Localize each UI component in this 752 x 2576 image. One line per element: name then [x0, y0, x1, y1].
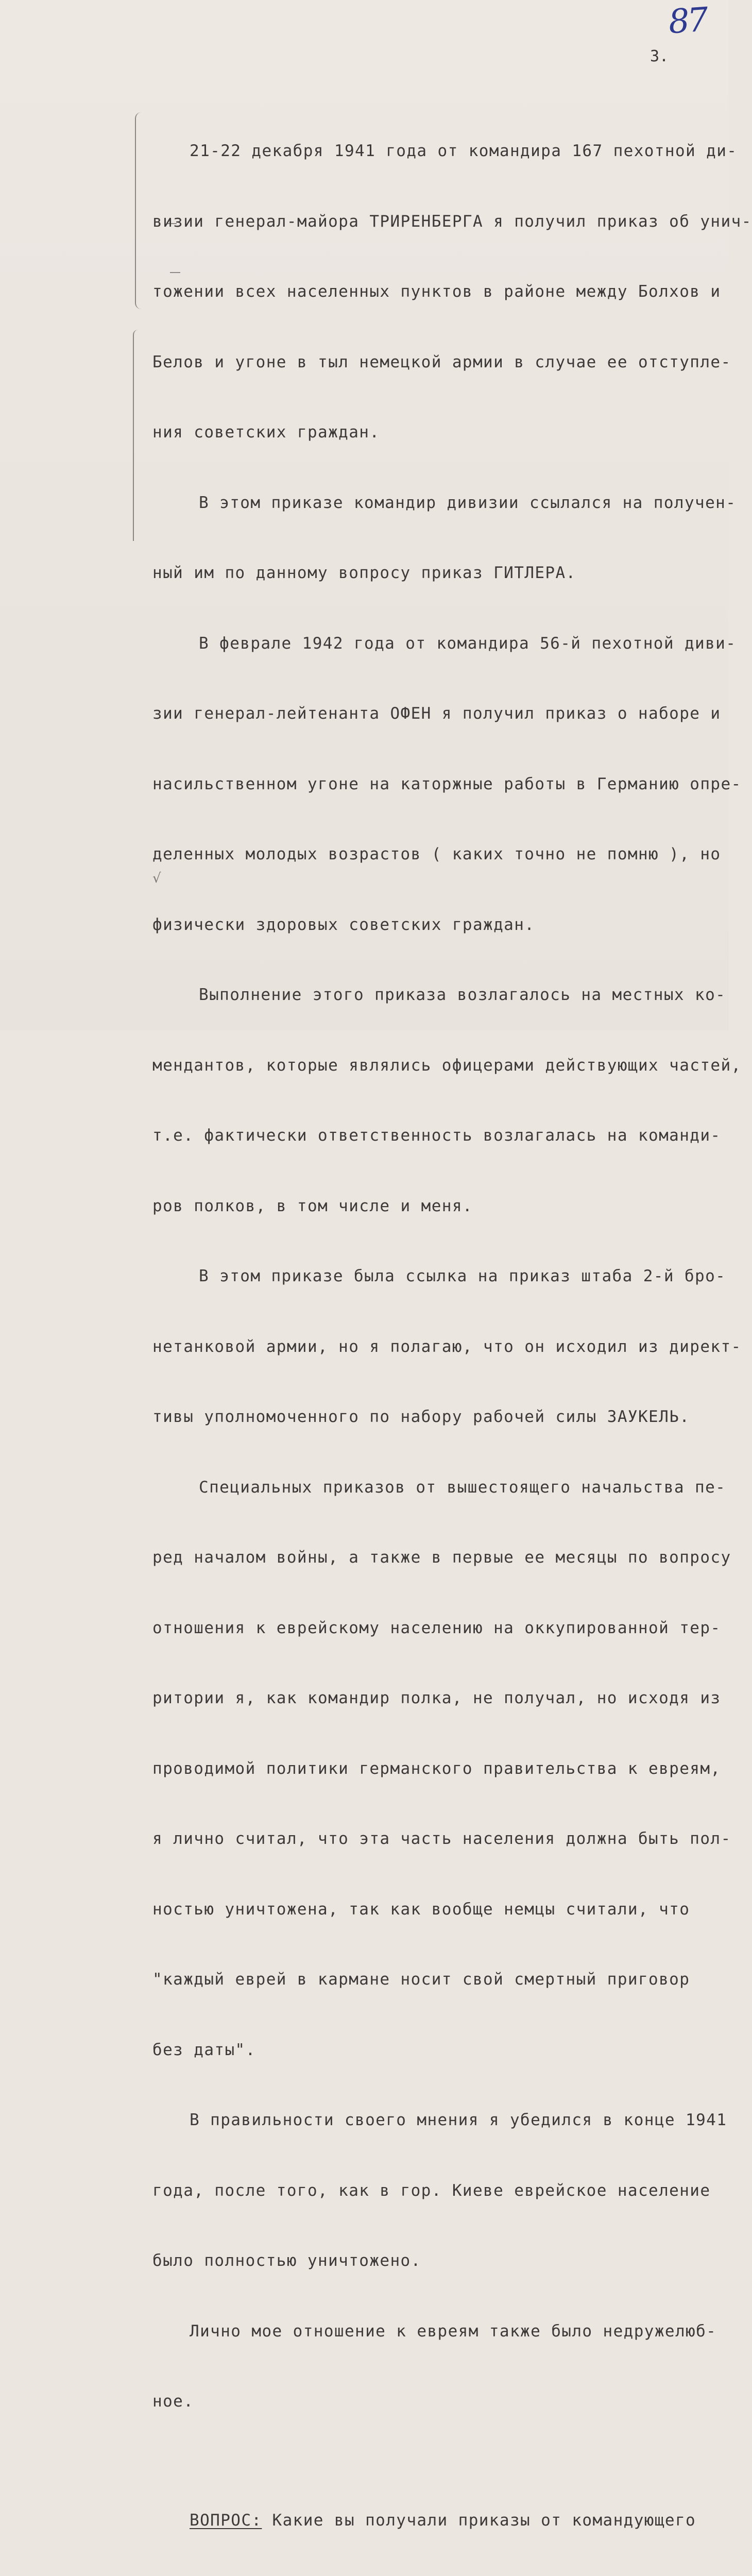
text-line: без даты".	[152, 2040, 256, 2059]
page-number: 3.	[650, 47, 669, 65]
text-line: насильственном угоне на каторжные работы в Германию опре-	[152, 774, 742, 793]
question-line	[152, 2509, 698, 2533]
text-line: ное.	[152, 2392, 194, 2411]
question-text: Какие вы получали приказы от командующего	[262, 2511, 696, 2530]
archive-page-number: 87	[667, 1, 708, 42]
text-line: "каждый еврей в кармане носит свой смертный приговор	[152, 1970, 690, 1989]
text-line: ров полков, в том числе и меня.	[152, 1196, 473, 1215]
text-line: ностью уничтожена, так как вообще немцы считали, что	[152, 1900, 690, 1919]
text-line: я лично считал, что эта часть населения должна быть пол-	[152, 1829, 731, 1848]
question-label: ВОПРОС:	[190, 2511, 262, 2530]
text-line: Выполнение этого приказа возлагалось на местных ко-	[199, 986, 726, 1004]
text-line: ритории я, как командир полка, не получал, но исходя из	[152, 1689, 721, 1707]
text-line: было полностью уничтожено.	[152, 2251, 421, 2270]
text-line: деленных молодых возрастов ( каких точно не помню ), но	[152, 845, 721, 863]
text-line: визии генерал-майора ТРИРЕНБЕРГА я получил приказ об унич-	[152, 212, 752, 231]
text-line: 21-22 декабря 1941 года от командира 167 пехотной ди-	[190, 142, 738, 160]
text-line: В феврале 1942 года от командира 56-й пехотной диви-	[199, 634, 737, 653]
text-line: ния советских граждан.	[152, 423, 380, 442]
margin-pencil-bracket	[135, 112, 141, 309]
pencil-check-mark: √	[152, 871, 161, 886]
text-line: отношения к еврейскому населению на оккупированной тер-	[152, 1618, 721, 1637]
text-line: года, после того, как в гор. Киеве еврейское население	[152, 2181, 711, 2200]
text-line: т.е. фактически ответственность возлагалась на команди-	[152, 1126, 721, 1145]
text-line: Белов и угоне в тыл немецкой армии в случае ее отступле-	[152, 352, 731, 371]
text-line: Лично мое отношение к евреям также было недружелюб-	[190, 2321, 717, 2341]
text-line: Специальных приказов от вышестоящего начальства пе-	[199, 1478, 726, 1497]
text-line: В этом приказе командир дивизии ссылался на получен-	[199, 493, 737, 512]
text-line: тивы уполномоченного по набору рабочей силы ЗАУКЕЛЬ.	[152, 1408, 690, 1426]
text-line: физически здоровых советских граждан.	[152, 915, 535, 934]
text-line: проводимой политики германского правительства к евреям,	[152, 1759, 721, 1778]
margin-pencil-bracket	[133, 330, 138, 541]
text-line: нетанковой армии, но я полагаю, что он исходил из директ-	[152, 1337, 742, 1356]
text-line: В правильности своего мнения я убедился в конце 1941	[190, 2111, 727, 2129]
text-line: зии генерал-лейтенанта ОФЕН я получил приказ о наборе и	[152, 704, 721, 723]
text-line: ред началом войны, а также в первые ее месяцы по вопросу	[152, 1548, 731, 1567]
text-line: В этом приказе была ссылка на приказ штаба 2-й бро-	[199, 1267, 726, 1285]
typed-text-body	[152, 93, 752, 2576]
text-line: мендантов, которые являлись офицерами действующих частей,	[152, 1056, 742, 1075]
text-line: тожении всех населенных пунктов в районе между Болхов и	[152, 282, 721, 301]
text-line: ный им по данному вопросу приказ ГИТЛЕРА.	[152, 564, 576, 582]
